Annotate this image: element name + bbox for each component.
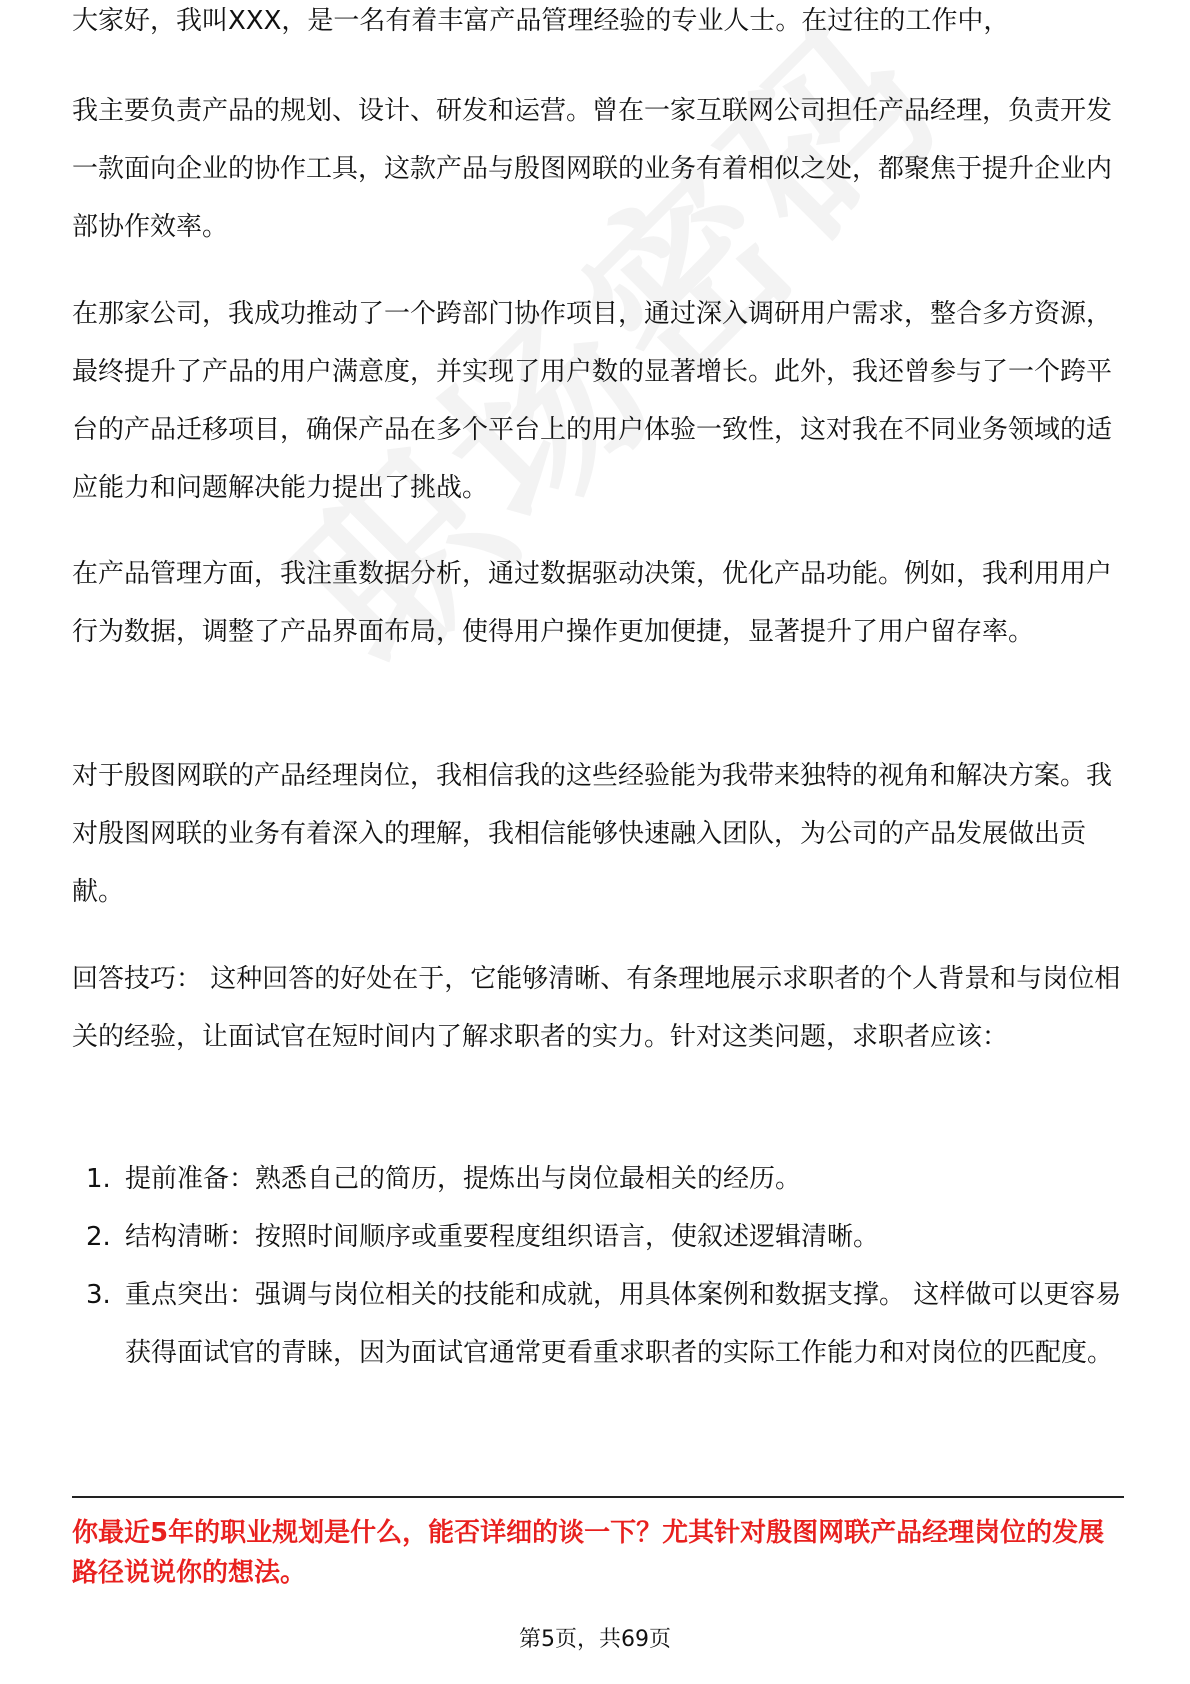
- list-number: 3.: [86, 1280, 111, 1310]
- cut-off-text: 大家好，我叫XXX，是一名有着丰富产品管理经验的专业人士。在过往的工作中，: [72, 6, 1010, 36]
- paragraph-answer-tips: 回答技巧： 这种回答的好处在于，它能够清晰、有条理地展示求职者的个人背景和与岗位相关的经验，让面试官在短时间内了解求职者的实力。针对这类问题，求职者应该：: [72, 964, 1121, 1052]
- list-item: [72, 1150, 1124, 1208]
- cut-off-text-line: [72, 6, 1124, 44]
- list-item: [72, 1208, 1124, 1266]
- section-divider: [72, 1496, 1124, 1498]
- list-number: 1.: [86, 1164, 111, 1194]
- list-item-text: 提前准备：熟悉自己的简历，提炼出与岗位最相关的经历。: [125, 1164, 802, 1194]
- tips-list: [72, 1150, 1124, 1382]
- page-number: 第5页，共69页: [519, 1627, 671, 1652]
- list-item: [72, 1266, 1124, 1382]
- paragraph-project: 在那家公司，我成功推动了一个跨部门协作项目，通过深入调研用户需求，整合多方资源，最终提升了产品的用户满意度，并实现了用户数的显著增长。此外，我还曾参与了一个跨平台的产品迁移项目，确保产品在多个平台上的用户体验一致性，这对我在不同业务领域的适应能力和问题解决能力提出了挑战。: [72, 299, 1113, 503]
- question-heading: 你最近5年的职业规划是什么，能否详细的谈一下？尤其针对殷图网联产品经理岗位的发展路径说说你的想法。: [72, 1518, 1105, 1588]
- paragraph-fit: 对于殷图网联的产品经理岗位，我相信我的这些经验能为我带来独特的视角和解决方案。我对殷图网联的业务有着深入的理解，我相信能够快速融入团队，为公司的产品发展做出贡献。: [72, 761, 1113, 907]
- list-item-text: 结构清晰：按照时间顺序或重要程度组织语言，使叙述逻辑清晰。: [125, 1222, 880, 1252]
- paragraph-data-analysis: 在产品管理方面，我注重数据分析，通过数据驱动决策，优化产品功能。例如，我利用用户行为数据，调整了产品界面布局，使得用户操作更加便捷，显著提升了用户留存率。: [72, 559, 1113, 647]
- list-number: 2.: [86, 1222, 111, 1252]
- paragraph-experience: 我主要负责产品的规划、设计、研发和运营。曾在一家互联网公司担任产品经理，负责开发一款面向企业的协作工具，这款产品与殷图网联的业务有着相似之处，都聚焦于提升企业内部协作效率。: [72, 96, 1113, 242]
- list-item-text: 重点突出：强调与岗位相关的技能和成就，用具体案例和数据支撑。 这样做可以更容易获得面试官的青睐，因为面试官通常更看重求职者的实际工作能力和对岗位的匹配度。: [125, 1280, 1122, 1368]
